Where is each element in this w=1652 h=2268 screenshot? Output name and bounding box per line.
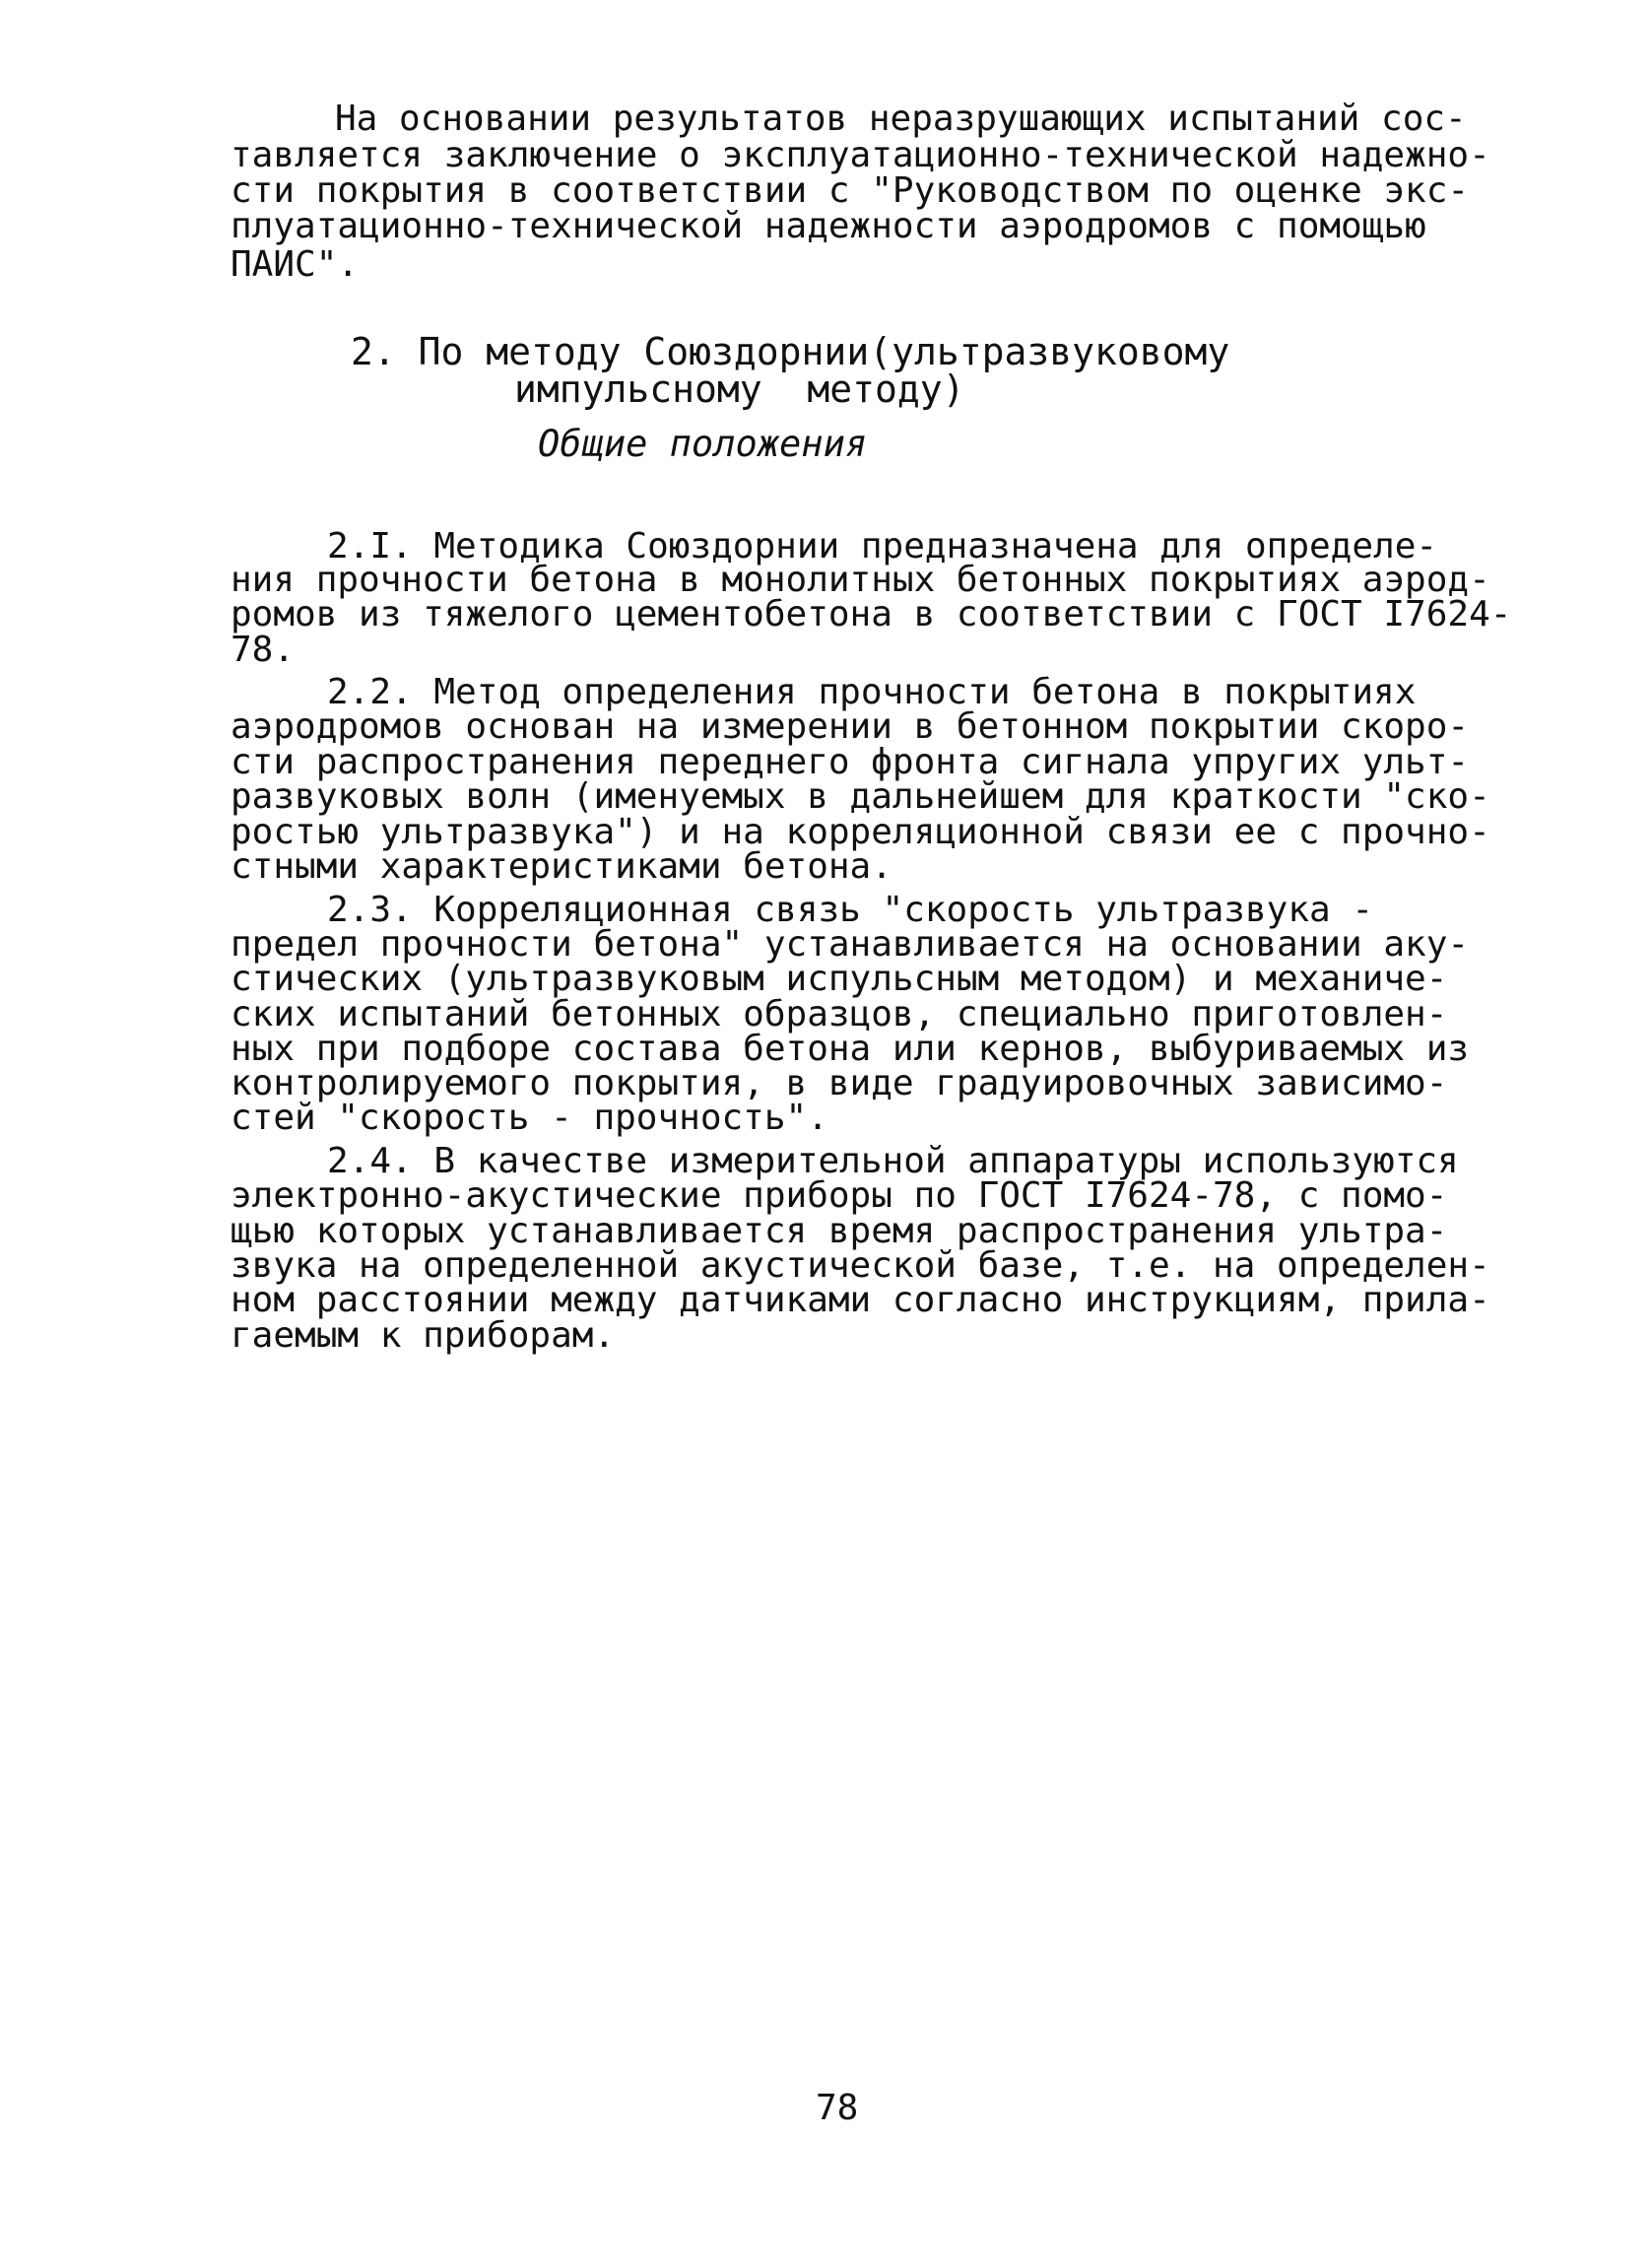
text-line: звука на определенной акустической базе, т.е. на определен-	[231, 1245, 1490, 1286]
text-line: развуковых волн (именуемых в дальнейшем для краткости "ско-	[231, 776, 1490, 817]
text-line: сти покрытия в соответствии с "Руководством по оценке экс-	[231, 170, 1470, 211]
text-line: стических (ультразвуковым испульсным методом) и механиче-	[231, 959, 1448, 999]
text-line: сти распространения переднего фронта сигнала упругих ульт-	[231, 742, 1470, 782]
text-line: 2.3. Корреляционная связь "скорость ультразвука -	[327, 890, 1374, 930]
text-line: предел прочности бетона" устанавливается на основании аку-	[231, 924, 1470, 965]
text-line: 78.	[231, 630, 296, 670]
text-line: стей "скорость - прочность".	[231, 1098, 828, 1138]
text-line: ПАИС".	[231, 244, 360, 285]
text-line: аэродромов основан на измерении в бетонном покрытии скоро-	[231, 706, 1470, 747]
text-line: щью которых устанавливается время распространения ультра-	[231, 1211, 1448, 1251]
text-line: гаемым к приборам.	[231, 1315, 616, 1356]
section-heading-line: 2. По методу Союздорнии(ультразвуковому	[351, 330, 1230, 373]
text-line: тавляется заключение о эксплуатационно-технической надежно-	[231, 135, 1490, 175]
text-line: ном расстоянии между датчиками согласно инструкциям, прила-	[231, 1280, 1490, 1320]
text-line: 2.4. В качестве измерительной аппаратуры используются	[327, 1141, 1459, 1181]
text-line: На основании результатов неразрушающих испытаний сос-	[335, 99, 1467, 139]
text-line: стными характеристиками бетона.	[231, 846, 892, 887]
text-line: ских испытаний бетонных образцов, специально приготовлен-	[231, 994, 1448, 1034]
text-line: ростью ультразвука") и на корреляционной связи ее с прочно-	[231, 812, 1490, 852]
text-line: электронно-акустические приборы по ГОСТ I7624-78, с помо-	[231, 1175, 1448, 1216]
page-number: 78	[816, 2088, 859, 2128]
text-line: 2.2. Метод определения прочности бетона в покрытиях	[327, 672, 1417, 712]
text-line: ромов из тяжелого цементобетона в соответствии с ГОСТ I7624-	[231, 594, 1512, 634]
section-heading-line: импульсному методу)	[514, 367, 965, 411]
text-line: ния прочности бетона в монолитных бетонных покрытиях аэрод-	[231, 560, 1490, 600]
text-line: ных при подборе состава бетона или кернов, выбуриваемых из	[231, 1029, 1470, 1069]
text-line: 2.I. Методика Союздорнии предназначена для определе-	[327, 526, 1438, 567]
text-line: контролируемого покрытия, в виде градуировочных зависимо-	[231, 1063, 1448, 1103]
subheading: Общие положения	[538, 423, 868, 465]
text-line: плуатационно-технической надежности аэродромов с помощью	[231, 206, 1426, 246]
